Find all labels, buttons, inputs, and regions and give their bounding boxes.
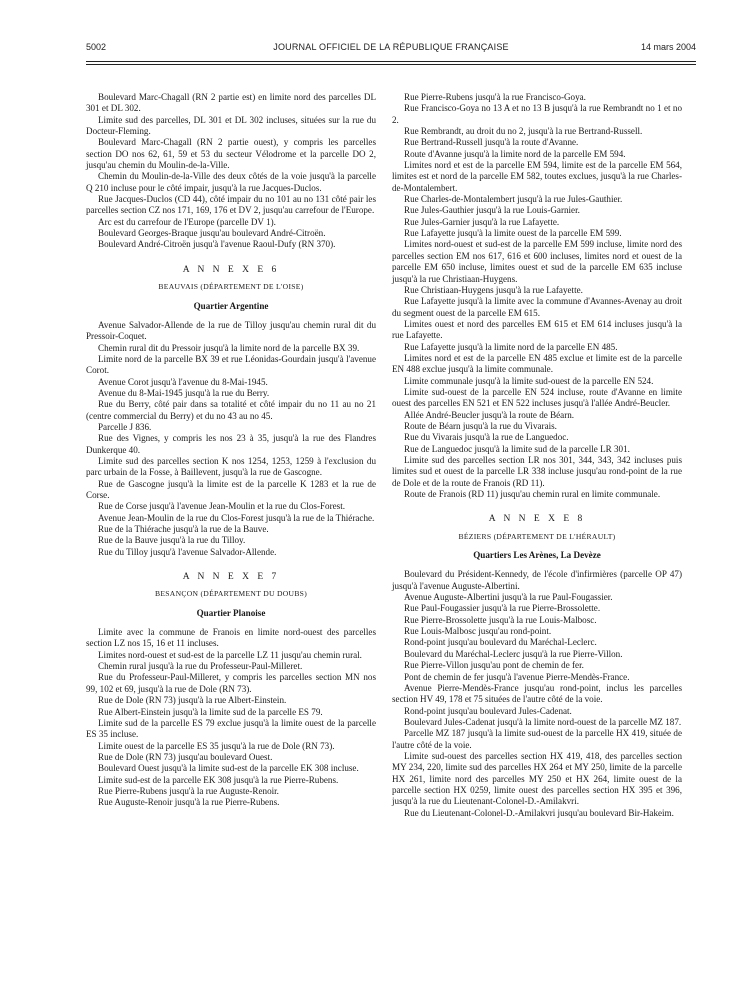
paragraph: Rue de la Thiérache jusqu'à la rue de la Bauve. [98, 524, 269, 535]
paragraph: Rue du Vivarais jusqu'à la rue de Languedoc. [404, 432, 569, 443]
paragraph: Rond-point jusqu'au boulevard Jules-Cadenat. [404, 705, 572, 716]
header-rule-top [86, 61, 696, 62]
paragraph: Rue de Gascogne jusqu'à la limite est de la parcelle K 1283 et la rue de Corse. [86, 478, 376, 500]
paragraph: Limites ouest et nord des parcelles EM 615 et EM 614 incluses jusqu'à la rue Lafayette. [392, 318, 682, 341]
paragraph: Boulevard Marc-Chagall (RN 2 partie est) en limite nord des parcelles DL 301 et DL 302. [86, 92, 376, 114]
page-header [86, 42, 696, 56]
paragraph: Rue de Dole (RN 73) jusqu'à la rue Albert-Einstein. [98, 695, 287, 706]
paragraph: Rue Pierre-Rubens jusqu'à la rue Auguste-Renoir. [98, 785, 279, 796]
paragraph: Rue Pierre-Brossolette jusqu'à la rue Louis-Malbosc. [404, 614, 597, 625]
paragraph: Boulevard Jules-Cadenat jusqu'à la limite nord-ouest de la parcelle MZ 187. [404, 716, 682, 727]
paragraph: Avenue Jean-Moulin de la rue du Clos-Forest jusqu'à la rue de la Thiérache. [98, 512, 375, 523]
paragraph: Boulevard Georges-Braque jusqu'au boulevard André-Citroën. [98, 228, 326, 239]
right-column [392, 92, 682, 819]
spacer [86, 619, 376, 627]
paragraph: Boulevard Ouest jusqu'à la limite sud-est de la parcelle EK 308 incluse. [98, 763, 359, 774]
paragraph: Limite communale jusqu'à la limite sud-ouest de la parcelle EN 524. [404, 375, 654, 386]
paragraph: Rue du Professeur-Paul-Milleret, y compris les parcelles section MN nos 99, 102 et 69, jusqu'à la rue de Dole (RN 73). [86, 672, 376, 694]
spacer [392, 542, 682, 550]
paragraph: Route de Béarn jusqu'à la rue du Vivarais. [404, 420, 557, 431]
issue-date: 14 mars 2004 [640, 42, 696, 52]
paragraph: Avenue Pierre-Mendès-France jusqu'au rond-point, inclus les parcelles section HV 49, 178 et 75 situées de l'autre côté de la voie. [392, 682, 682, 705]
paragraph: Rue Bertrand-Russell jusqu'à la route d'Avanne. [404, 137, 579, 148]
paragraph: Rue Christiaan-Huygens jusqu'à la rue Lafayette. [404, 284, 583, 295]
paragraph: Chemin rural dit du Pressoir jusqu'à la limite nord de la parcelle BX 39. [98, 342, 360, 353]
paragraph: Chemin rural jusqu'à la rue du Professeur-Paul-Milleret. [98, 661, 303, 672]
paragraph: Rue Charles-de-Montalembert jusqu'à la rue Jules-Gauthier. [404, 194, 623, 205]
quarter-title: Quartier Planoise [196, 607, 266, 618]
paragraph: Limite nord de la parcelle BX 39 et rue Léonidas-Gourdain jusqu'à l'avenue Corot. [86, 353, 376, 376]
paragraph: Rue Lafayette jusqu'à la limite nord de la parcelle EN 485. [404, 341, 618, 352]
paragraph: Rue des Vignes, y compris les nos 23 à 35, jusqu'à la rue des Flandres Dunkerque 40. [86, 433, 376, 455]
paragraph: Pont de chemin de fer jusqu'à l'avenue Pierre-Mendès-France. [404, 671, 630, 682]
paragraph: Avenue du 8-Mai-1945 jusqu'à la rue du Berry. [98, 387, 270, 398]
paragraph: Rue Lafayette jusqu'à la limite avec la commune d'Avannes-Avenay au droit du segment ouest de la parcelle EM 615. [392, 296, 682, 318]
annex-title: A N N E X E 8 [488, 514, 586, 525]
paragraph: Rue Jules-Garnier jusqu'à la rue Lafayette. [404, 216, 560, 227]
paragraph: Rue de Dole (RN 73) jusqu'au boulevard Ouest. [98, 751, 273, 762]
left-column [86, 92, 376, 809]
paragraph: Boulevard André-Citroën jusqu'à l'avenue Raoul-Dufy (RN 370). [98, 239, 336, 250]
paragraph: Boulevard du Maréchal-Leclerc jusqu'à la rue Pierre-Villon. [404, 648, 623, 659]
paragraph: Limite sud des parcelles section K nos 1254, 1253, 1259 à l'exclusion du parc urbain de la Fosse, à Baillevent, jusqu'à la rue de Gascogne. [86, 455, 376, 478]
paragraph: Rue du Lieutenant-Colonel-D.-Amilakvri jusqu'au boulevard Bir-Hakeim. [404, 807, 674, 818]
paragraph: Route de Franois (RD 11) jusqu'au chemin rural en limite communale. [404, 489, 661, 500]
paragraph: Rue Louis-Malbosc jusqu'au rond-point. [404, 626, 552, 637]
paragraph: Rue Auguste-Renoir jusqu'à la rue Pierre-Rubens. [98, 797, 280, 808]
annex-title: A N N E X E 7 [182, 572, 280, 583]
paragraph: Limite sud-est de la parcelle EK 308 jusqu'à la rue Pierre-Rubens. [98, 774, 339, 785]
annex-subtitle: BESANÇON (DÉPARTEMENT DU DOUBS) [154, 589, 308, 599]
paragraph: Avenue Corot jusqu'à l'avenue du 8-Mai-1945. [98, 376, 268, 387]
paragraph: Limites nord-ouest et sud-est de la parcelle LZ 11 jusqu'au chemin rural. [98, 649, 362, 660]
page-number: 5002 [86, 42, 107, 52]
paragraph: Limite sud des parcelles, DL 301 et DL 302 incluses, situées sur la rue du Docteur-Fleming. [86, 114, 376, 137]
paragraph: Rue de Corse jusqu'à l'avenue Jean-Moulin et la rue du Clos-Forest. [98, 501, 345, 512]
spacer [86, 600, 376, 608]
annex-title: A N N E X E 6 [182, 264, 280, 275]
spacer [86, 251, 376, 265]
paragraph: Limites nord-ouest et sud-est de la parcelle EM 599 incluse, limite nord des parcelles section EM nos 617, 616 et 600 incluses, limites nord et ouest de la parcelle EM 650 incluse, limites ouest et sud de la parcelle EM 635 incluse jusqu'à la rue Christiaan-Huygens. [392, 239, 682, 284]
paragraph: Route d'Avanne jusqu'à la limite nord de la parcelle EM 594. [404, 148, 626, 159]
paragraph: Rond-point jusqu'au boulevard du Maréchal-Leclerc. [404, 637, 597, 648]
paragraph: Rue Jules-Gauthier jusqu'à la rue Louis-Garnier. [404, 205, 580, 216]
paragraph: Rue du Tilloy jusqu'à l'avenue Salvador-Allende. [98, 546, 277, 557]
paragraph: Rue Paul-Fougassier jusqu'à la rue Pierre-Brossolette. [404, 603, 601, 614]
paragraph: Rue Pierre-Villon jusqu'au pont de chemin de fer. [404, 660, 584, 671]
paragraph: Arc est du carrefour de l'Europe (parcelle DV 1). [98, 216, 276, 227]
paragraph: Rue Francisco-Goya no 13 A et no 13 B jusqu'à la rue Rembrandt no 1 et no 2. [392, 103, 682, 125]
paragraph: Rue Jacques-Duclos (CD 44), côté impair du no 101 au no 131 côté pair les parcelles section CZ nos 171, 169, 176 et DV 2, jusqu'au carrefour de l'Europe. [86, 194, 376, 216]
paragraph: Boulevard Marc-Chagall (RN 2 partie ouest), y compris les parcelles section DO nos 62, 61, 59 et 53 du secteur Vélodrome et la parcelle DO 2, jusqu'au chemin du Moulin-de-la-Ville. [86, 137, 376, 171]
paragraph: Rue Lafayette jusqu'à la limite ouest de la parcelle EM 599. [404, 228, 622, 239]
paragraph: Avenue Salvador-Allende de la rue de Tilloy jusqu'au chemin rural dit du Pressoir-Coquet. [86, 319, 376, 342]
paragraph: Limite sud de la parcelle ES 79 exclue jusqu'à la limite ouest de la parcelle ES 35 incluse. [86, 717, 376, 740]
annex-subtitle: BÉZIERS (DÉPARTEMENT DE L'HÉRAULT) [458, 531, 616, 541]
paragraph: Avenue Auguste-Albertini jusqu'à la rue Paul-Fougassier. [404, 592, 613, 603]
journal-title: JOURNAL OFFICIEL DE LA RÉPUBLIQUE FRANÇAISE [273, 42, 509, 52]
paragraph: Boulevard du Président-Kennedy, de l'école d'infirmières (parcelle OP 47) jusqu'à l'avenue Auguste-Albertini. [392, 569, 682, 591]
quarter-title: Quartier Argentine [193, 300, 269, 311]
paragraph: Chemin du Moulin-de-la-Ville des deux côtés de la voie jusqu'à la parcelle Q 210 incluse pour le côté impair, jusqu'à la rue Jacques-Duclos. [86, 171, 376, 193]
quarter-title: Quartiers Les Arènes, La Devèze [473, 550, 601, 561]
paragraph: Rue Pierre-Rubens jusqu'à la rue Francisco-Goya. [404, 92, 586, 102]
header-rule-bottom [86, 64, 696, 65]
paragraph: Limites nord et est de la parcelle EN 485 exclue et limite est de la parcelle EN 488 exclue jusqu'à la limite communale. [392, 352, 682, 375]
paragraph: Parcelle J 836. [98, 421, 152, 432]
paragraph: Rue de Languedoc jusqu'à la limite sud de la parcelle LR 301. [404, 443, 630, 454]
paragraph: Limite avec la commune de Franois en limite nord-ouest des parcelles section LZ nos 15, 16 et 11 incluses. [86, 627, 376, 649]
paragraph: Rue Albert-Einstein jusqu'à la limite sud de la parcelle ES 79. [98, 706, 323, 717]
paragraph: Limite ouest de la parcelle ES 35 jusqu'à la rue de Dole (RN 73). [98, 740, 335, 751]
spacer [86, 558, 376, 572]
spacer [86, 312, 376, 320]
paragraph: Rue Rembrandt, au droit du no 2, jusqu'à la rue Bertrand-Russell. [404, 126, 643, 137]
paragraph: Limite sud-ouest des parcelles section HX 419, 418, des parcelles section MY 234, 220, limite sud des parcelles HX 264 et MY 250, limite de la parcelle HX 261, limite nord des parcelles MY 250 et HX 264, limite ouest de la parcelle section HX 0259, limite ouest des parcelles section HX 395 et 396, jusqu'à la rue du Lieutenant-Colonel-D.-Amilakvri. [392, 750, 682, 807]
spacer [392, 500, 682, 514]
annex-subtitle: BEAUVAIS (DÉPARTEMENT DE L'OISE) [158, 282, 304, 292]
spacer [392, 561, 682, 569]
spacer [86, 293, 376, 301]
paragraph: Limite sud-ouest de la parcelle EN 524 incluse, route d'Avanne en limite ouest des parcelles EN 521 et EN 522 incluses jusqu'à l'allée André-Beucler. [392, 386, 682, 409]
paragraph: Parcelle MZ 187 jusqu'à la limite sud-ouest de la parcelle HX 419, située de l'autre côté de la voie. [392, 728, 682, 750]
paragraph: Allée André-Beucler jusqu'à la route de Béarn. [404, 409, 575, 420]
paragraph: Rue de la Bauve jusqu'à la rue du Tilloy. [98, 535, 246, 546]
paragraph: Rue du Berry, côté pair dans sa totalité et côté impair du no 11 au no 21 (centre commercial du Berry) et du no 43 au no 45. [86, 399, 376, 421]
paragraph: Limite sud des parcelles section LR nos 301, 344, 343, 342 incluses puis limites sud et ouest de la parcelle LR 338 incluse jusqu'au rond-point de la rue de Dole et de la route de Franois (RD 11). [392, 455, 682, 488]
paragraph: Limites nord et est de la parcelle EM 594, limite est de la parcelle EM 564, limites est et nord de la parcelle EM 582, toutes exclues, jusqu'à la rue Charles-de-Montalembert. [392, 160, 682, 193]
